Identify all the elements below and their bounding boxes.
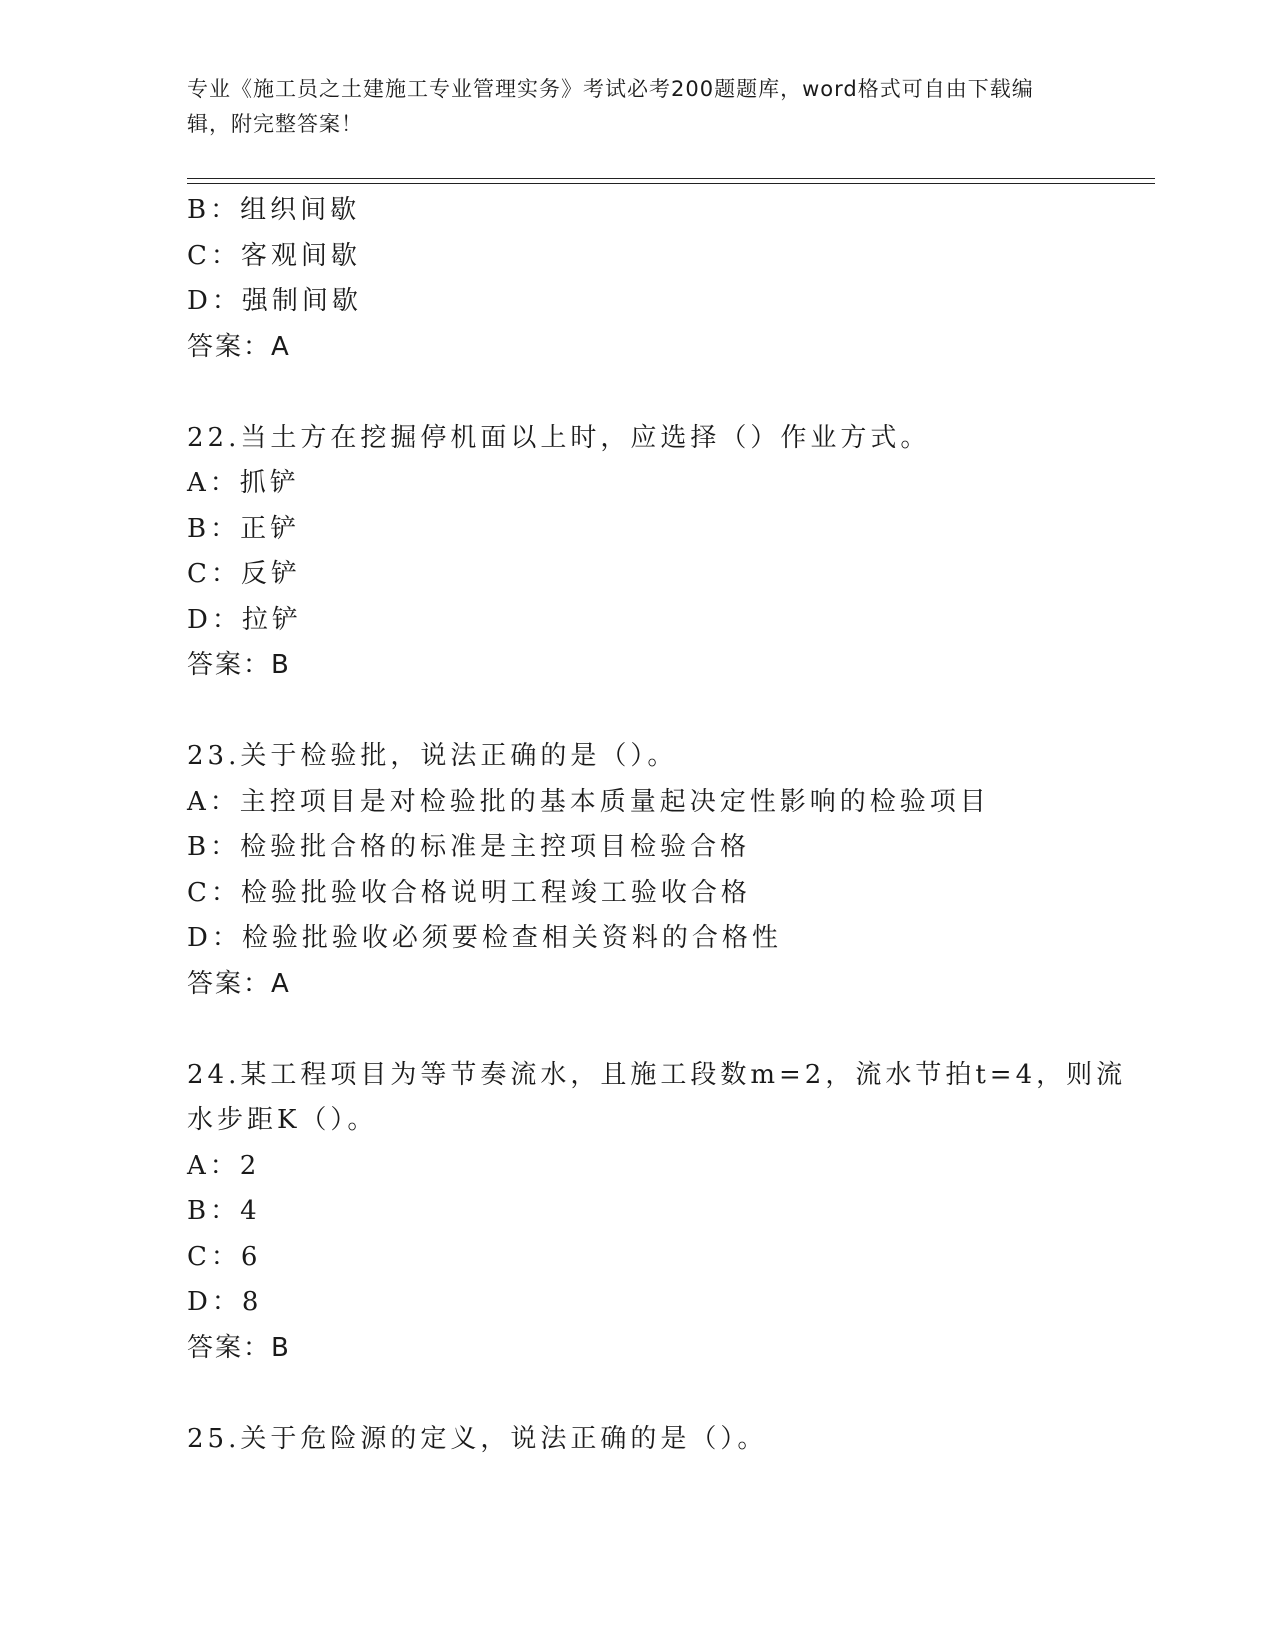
question-text: 25.关于危险源的定义，说法正确的是（）。: [187, 1423, 768, 1454]
option-c: C：反铲: [187, 559, 301, 589]
option-d: D：检验批验收必须要检查相关资料的合格性: [187, 923, 782, 953]
spacer: [187, 370, 1087, 416]
option-b: B：4: [187, 1196, 261, 1226]
option-d: D：拉铲: [187, 604, 302, 635]
option-c: C：6: [187, 1241, 262, 1272]
option-b: B：正铲: [187, 513, 301, 544]
answer: 答案：A: [187, 331, 291, 362]
question-text-line-1: 24.某工程项目为等节奏流水，且施工段数m=2，流水节拍t=4，则流: [187, 1059, 1127, 1090]
answer: 答案：B: [187, 1332, 291, 1363]
header-rule-bottom: [187, 183, 1155, 184]
question-21-continued: [187, 188, 1087, 370]
question-25: [187, 1417, 1087, 1463]
header-rule-top: [187, 178, 1155, 179]
option-c: C：客观间歇: [187, 240, 361, 271]
spacer: [187, 1371, 1087, 1417]
question-text: 22.当土方在挖掘停机面以上时，应选择（）作业方式。: [187, 422, 931, 453]
answer: 答案：B: [187, 650, 291, 680]
option-b: B：检验批合格的标准是主控项目检验合格: [187, 832, 751, 862]
document-header: 专业《施工员之土建施工专业管理实务》考试必考200题题库，word格式可自由下载编辑，附完整答案！: [187, 77, 1034, 136]
option-a: A：2: [187, 1150, 261, 1181]
question-23: [187, 734, 1087, 1007]
option-a: A：抓铲: [187, 468, 300, 498]
option-b: B：组织间歇: [187, 195, 361, 225]
spacer: [187, 689, 1087, 735]
option-d: D：8: [187, 1287, 263, 1317]
question-content: [187, 188, 1127, 1462]
option-d: D：强制间歇: [187, 286, 362, 316]
option-c: C：检验批验收合格说明工程竣工验收合格: [187, 877, 751, 908]
question-24: [187, 1053, 1127, 1372]
answer: 答案：A: [187, 968, 291, 999]
question-22: [187, 416, 1087, 689]
option-a: A：主控项目是对检验批的基本质量起决定性影响的检验项目: [187, 786, 990, 817]
spacer: [187, 1007, 1087, 1053]
question-text-line-2: 水步距K（）。: [187, 1105, 378, 1135]
question-text: 23.关于检验批，说法正确的是（）。: [187, 741, 678, 771]
